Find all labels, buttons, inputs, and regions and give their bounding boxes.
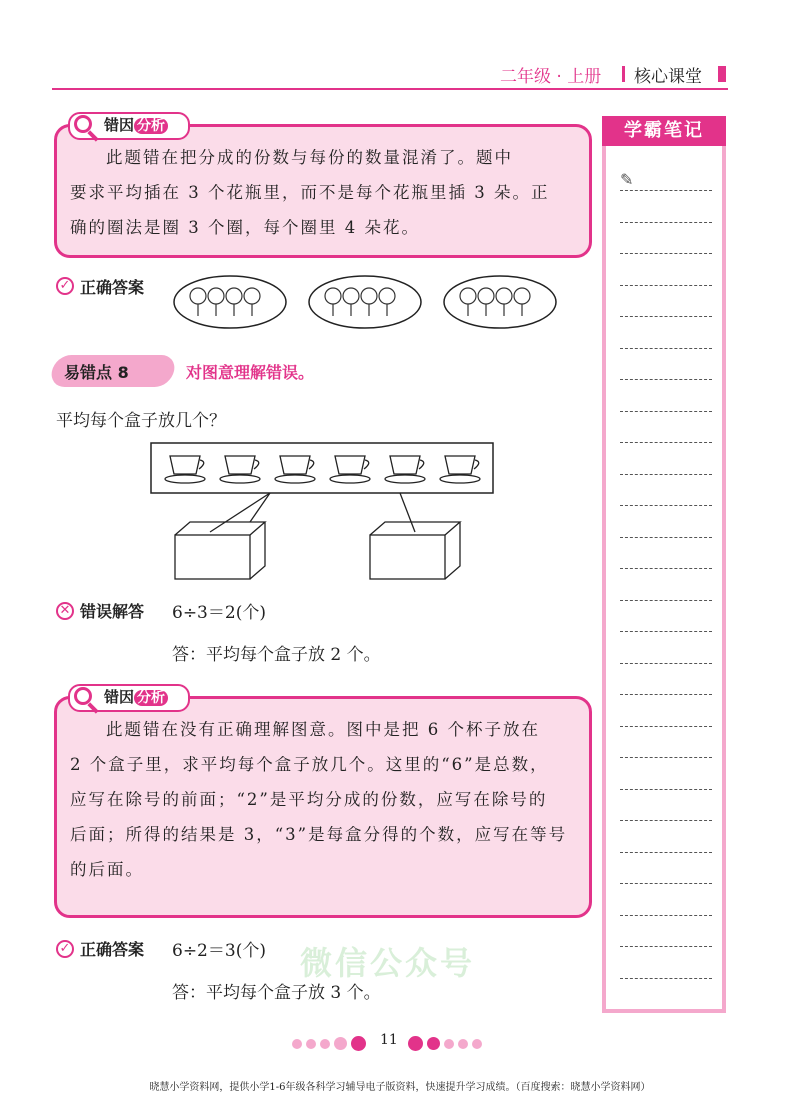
wrong-answer-expression: 6÷3＝2(个)	[172, 603, 266, 623]
dot	[334, 1037, 347, 1050]
text-line: 的后面。	[70, 860, 144, 879]
flower-group-3	[444, 276, 556, 328]
connector-line	[250, 493, 270, 522]
cups-boxes-figure	[150, 442, 500, 582]
tag-prefix: 错因	[104, 688, 135, 706]
page-number: 11	[380, 1032, 398, 1048]
page-dots-right	[408, 1036, 482, 1051]
dot	[292, 1039, 302, 1049]
note-line	[620, 568, 712, 569]
check-icon: ✓	[56, 940, 74, 958]
text-line: 此题错在把分成的份数与每份的数量混淆了。题中	[106, 148, 513, 167]
note-line	[620, 379, 712, 380]
flower-groups-figure	[172, 272, 572, 332]
note-line	[620, 411, 712, 412]
error-point-tag: 易错点 8	[64, 363, 129, 382]
note-line	[620, 789, 712, 790]
text-line: 此题错在没有正确理解图意。图中是把 6 个杯子放在	[106, 720, 540, 739]
header-accent-bar	[718, 66, 726, 82]
question-text: 平均每个盒子放几个？	[56, 411, 226, 431]
tag-suffix: 分析	[134, 118, 168, 134]
note-line	[620, 474, 712, 475]
note-line	[620, 946, 712, 947]
note-line	[620, 757, 712, 758]
text-line: 应写在除号的前面；“2”是平均分成的份数，应写在除号的	[70, 790, 548, 809]
dot	[427, 1037, 440, 1050]
dot	[320, 1039, 330, 1049]
cross-icon: ✕	[56, 602, 74, 620]
check-icon: ✓	[56, 277, 74, 295]
note-line	[620, 694, 712, 695]
note-line	[620, 978, 712, 979]
note-line	[620, 631, 712, 632]
cups-frame	[151, 443, 493, 493]
header-separator	[622, 66, 625, 82]
text-line: 后面；所得的结果是 3，“3”是每盒分得的个数，应写在等号	[70, 825, 568, 844]
notes-title: 学霸笔记	[602, 116, 726, 146]
dot	[408, 1036, 423, 1051]
watermark-text: 微信公众号	[300, 944, 476, 982]
text-line: 确的圈法是圈 3 个圈，每个圈里 4 朵花。	[70, 218, 420, 237]
note-line	[620, 915, 712, 916]
correct-answer-label-1: 正确答案	[80, 278, 145, 297]
text-line: 要求平均插在 3 个花瓶里，而不是每个花瓶里插 3 朵。正	[70, 183, 550, 202]
header-rule	[52, 88, 728, 90]
correct-answer-sentence: 答：平均每个盒子放 3 个。	[172, 983, 381, 1003]
note-line	[620, 663, 712, 664]
note-line	[620, 820, 712, 821]
text-line: 2 个盒子里，求平均每个盒子放几个。这里的“6”是总数，	[70, 755, 549, 774]
error-analysis-tag-label	[104, 686, 168, 707]
box-icon	[175, 522, 265, 579]
footer-text: 晓慧小学资料网，提供小学1-6年级各科学习辅导电子版资料，快速提升学习成绩。（百度搜索：晓慧小学资料网）	[149, 1082, 651, 1093]
note-line	[620, 348, 712, 349]
error-analysis-text-1	[70, 140, 580, 245]
dot	[444, 1039, 454, 1049]
note-line	[620, 852, 712, 853]
note-line	[620, 285, 712, 286]
error-point-title: 对图意理解错误。	[186, 363, 315, 382]
note-line	[620, 222, 712, 223]
dot	[458, 1039, 468, 1049]
correct-answer-label-2: 正确答案	[80, 940, 145, 959]
flower-group-1	[174, 276, 286, 328]
note-line	[620, 883, 712, 884]
correct-answer-expression: 6÷2＝3(个)	[172, 941, 266, 961]
note-line	[620, 442, 712, 443]
page-dots-left	[292, 1036, 366, 1051]
error-analysis-tag-label	[104, 114, 168, 135]
note-line	[620, 253, 712, 254]
error-analysis-text-2	[70, 712, 580, 887]
note-line	[620, 505, 712, 506]
tag-prefix: 错因	[104, 116, 135, 134]
note-line	[620, 726, 712, 727]
grade-label: 二年级 · 上册	[500, 67, 602, 87]
section-label: 核心课堂	[634, 67, 702, 87]
dot	[306, 1039, 316, 1049]
dot	[472, 1039, 482, 1049]
connector-line	[400, 493, 415, 532]
wrong-answer-label: 错误解答	[80, 602, 145, 621]
flower-group-2	[309, 276, 421, 328]
note-line	[620, 537, 712, 538]
note-line	[620, 600, 712, 601]
pencil-icon: ✎	[620, 170, 634, 189]
note-line	[620, 190, 712, 191]
note-line	[620, 316, 712, 317]
tag-suffix: 分析	[134, 690, 168, 706]
wrong-answer-sentence: 答：平均每个盒子放 2 个。	[172, 645, 381, 665]
dot	[351, 1036, 366, 1051]
